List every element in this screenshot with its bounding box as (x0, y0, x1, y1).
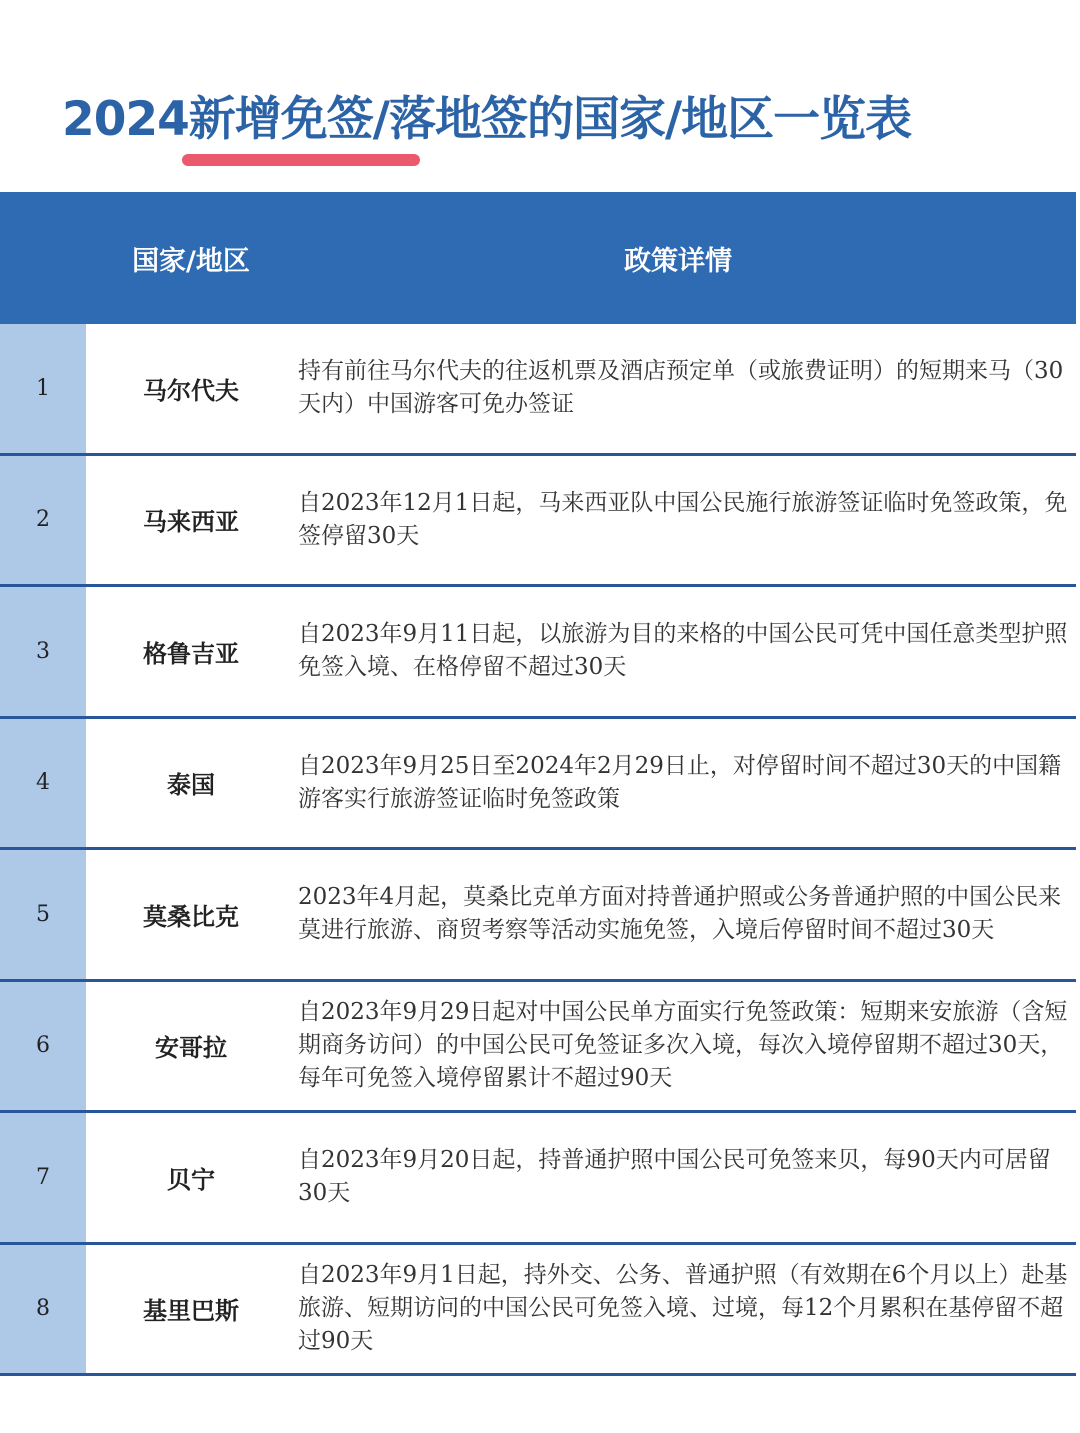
table-row (0, 1245, 1076, 1377)
visa-table (0, 192, 1076, 1376)
page-title: 2024新增免签/落地签的国家/地区一览表 (62, 92, 912, 147)
row-country: 马尔代夫 (143, 375, 239, 405)
row-detail: 持有前往马尔代夫的往返机票及酒店预定单（或旅费证明）的短期来马（30天内）中国游客可免办签证 (298, 358, 1064, 418)
row-detail: 2023年4月起，莫桑比克单方面对持普通护照或公务普通护照的中国公民来莫进行旅游、商贸考察等活动实施免签，入境后停留时间不超过30天 (298, 884, 1062, 944)
row-country: 安哥拉 (155, 1033, 227, 1063)
row-number: 2 (0, 456, 86, 585)
row-country: 马来西亚 (143, 507, 239, 537)
title-underline (182, 154, 420, 166)
table-row (0, 456, 1076, 588)
row-detail: 自2023年9月11日起，以旅游为目的来格的中国公民可凭中国任意类型护照免签入境、在格停留不超过30天 (298, 621, 1068, 681)
title-area (0, 88, 1080, 178)
row-number: 8 (0, 1245, 86, 1374)
row-detail: 自2023年12月1日起，马来西亚队中国公民施行旅游签证临时免签政策，免签停留30天 (298, 489, 1068, 549)
table-row (0, 719, 1076, 851)
row-country: 莫桑比克 (143, 901, 239, 931)
row-number: 3 (0, 587, 86, 716)
header-detail: 政策详情 (624, 245, 732, 277)
row-number: 7 (0, 1113, 86, 1242)
table-row (0, 587, 1076, 719)
row-number: 1 (0, 324, 86, 453)
row-number: 6 (0, 982, 86, 1111)
table-row (0, 850, 1076, 982)
table-header (0, 192, 1076, 324)
row-detail: 自2023年9月1日起，持外交、公务、普通护照（有效期在6个月以上）赴基旅游、短期访问的中国公民可免签入境、过境，每12个月累积在基停留不超过90天 (298, 1262, 1068, 1355)
row-detail: 自2023年9月25日至2024年2月29日止，对停留时间不超过30天的中国籍游客实行旅游签证临时免签政策 (298, 752, 1062, 812)
row-detail: 自2023年9月29日起对中国公民单方面实行免签政策：短期来安旅游（含短期商务访问）的中国公民可免签证多次入境，每次入境停留期不超过30天，每年可免签入境停留累计不超过90天 (298, 999, 1068, 1092)
table-row (0, 324, 1076, 456)
row-country: 贝宁 (167, 1164, 215, 1194)
row-detail: 自2023年9月20日起，持普通护照中国公民可免签来贝，每90天内可居留30天 (298, 1147, 1051, 1207)
row-country: 格鲁吉亚 (143, 638, 239, 668)
table-row (0, 982, 1076, 1114)
header-country: 国家/地区 (132, 245, 250, 277)
row-country: 基里巴斯 (143, 1296, 239, 1326)
row-country: 泰国 (167, 770, 215, 800)
row-number: 5 (0, 850, 86, 979)
row-number: 4 (0, 719, 86, 848)
table-row (0, 1113, 1076, 1245)
